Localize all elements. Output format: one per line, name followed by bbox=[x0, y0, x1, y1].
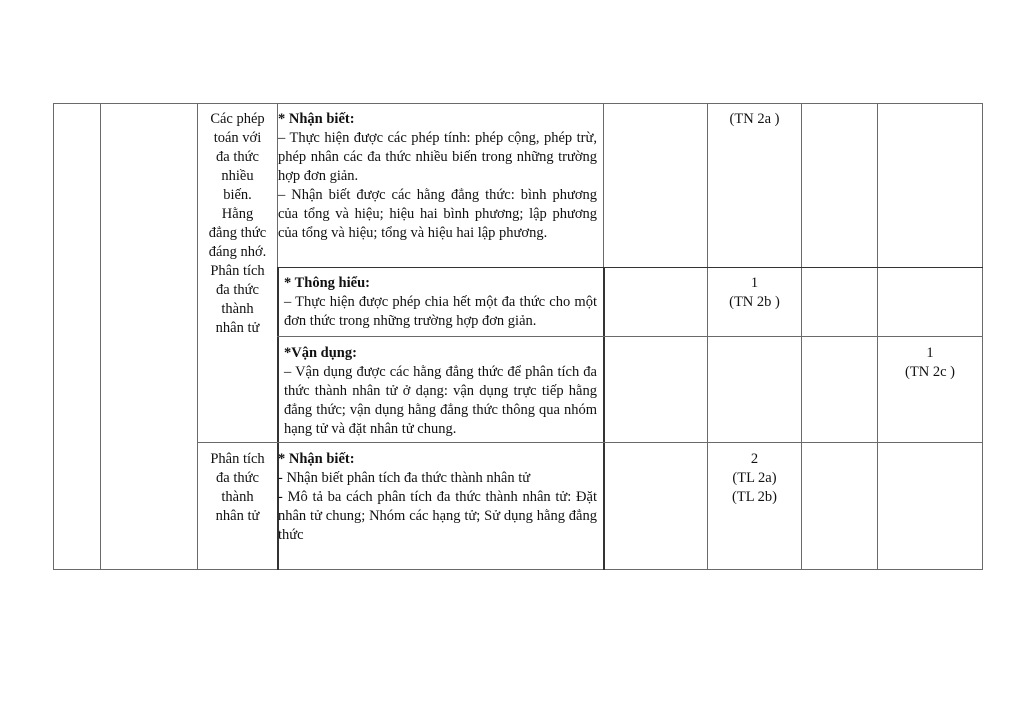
question-ref-cell bbox=[708, 110, 801, 129]
question-ref: (TL 2a) bbox=[732, 470, 777, 486]
requirement-text: - Mô tả ba cách phân tích đa thức thành nhân tử: Đặt nhân tử chung; Nhóm các hạng tử; Sử dụng hằng đẳng thức bbox=[278, 489, 597, 543]
requirement-text: – Vận dụng được các hằng đẳng thức để phân tích đa thức thành nhân tử ở dạng: vận dụng trực tiếp hằng đẳng thức; vận dụng hằng đẳng thức thông qua nhóm hạng tử và đặt nhân tử chung. bbox=[284, 364, 597, 437]
level-heading: * Nhận biết: bbox=[278, 111, 355, 127]
topic-line: thành bbox=[221, 301, 254, 317]
topic-line: nhân tử bbox=[215, 508, 260, 524]
question-ref: (TN 2c ) bbox=[905, 364, 955, 380]
requirement-text: - Nhận biết phân tích đa thức thành nhân tử bbox=[278, 470, 531, 486]
table-bottom-border bbox=[53, 569, 983, 570]
question-ref: (TL 2b) bbox=[732, 489, 777, 505]
level-heading: * Thông hiểu: bbox=[284, 275, 370, 291]
requirement-text: – Thực hiện được phép chia hết một đa thức cho một đơn thức trong những trường hợp đơn giản. bbox=[284, 294, 597, 329]
requirement-text: – Thực hiện được các phép tính: phép cộng, phép trừ, phép nhân các đa thức nhiều biến trong những trường hợp đơn giản. bbox=[278, 130, 597, 184]
question-ref-cell bbox=[878, 344, 982, 382]
topic-cell bbox=[198, 450, 277, 526]
requirement-text: – Nhận biết được các hằng đẳng thức: bình phương của tổng và hiệu; hiệu hai bình phương; lập phương của tổng và hiệu; tổng và hiệu hai lập phương. bbox=[278, 187, 597, 241]
topic-line: nhiều bbox=[221, 168, 254, 184]
question-ref: (TN 2a ) bbox=[729, 111, 780, 127]
topic-line: Hằng bbox=[221, 206, 254, 222]
question-ref: (TN 2b ) bbox=[729, 294, 780, 310]
topic-line: biến. bbox=[223, 187, 252, 203]
topic-line: đẳng thức bbox=[208, 225, 267, 241]
topic-line: Phân tích bbox=[210, 263, 265, 279]
question-count: 1 bbox=[926, 345, 934, 361]
topic-line: đa thức bbox=[216, 149, 259, 165]
requirement-cell bbox=[278, 110, 603, 243]
topic-line: nhân tử bbox=[215, 320, 260, 336]
topic-line: Các phép bbox=[210, 111, 265, 127]
topic-line: toán với bbox=[213, 130, 262, 146]
topic-line: đáng nhớ. bbox=[208, 244, 267, 260]
topic-cell bbox=[198, 110, 277, 338]
requirement-cell bbox=[284, 274, 603, 331]
col-divider bbox=[100, 103, 101, 570]
topic-line: đa thức bbox=[216, 282, 259, 298]
question-ref-cell bbox=[708, 274, 801, 312]
row-divider bbox=[277, 336, 983, 337]
row-divider bbox=[277, 267, 983, 268]
question-count: 2 bbox=[750, 451, 759, 467]
col-divider bbox=[53, 103, 54, 570]
requirement-cell bbox=[284, 344, 603, 439]
topic-line: Phân tích bbox=[210, 451, 265, 467]
row-divider bbox=[197, 442, 983, 443]
topic-line: đa thức bbox=[216, 470, 259, 486]
question-count: 1 bbox=[750, 275, 759, 291]
requirement-cell bbox=[278, 450, 603, 545]
question-ref-cell bbox=[708, 450, 801, 507]
level-heading: *Vận dụng: bbox=[284, 345, 357, 361]
level-heading: * Nhận biết: bbox=[278, 451, 355, 467]
col-divider bbox=[603, 267, 605, 570]
table-top-border bbox=[53, 103, 983, 104]
col-divider bbox=[603, 103, 604, 267]
topic-line: thành bbox=[221, 489, 254, 505]
